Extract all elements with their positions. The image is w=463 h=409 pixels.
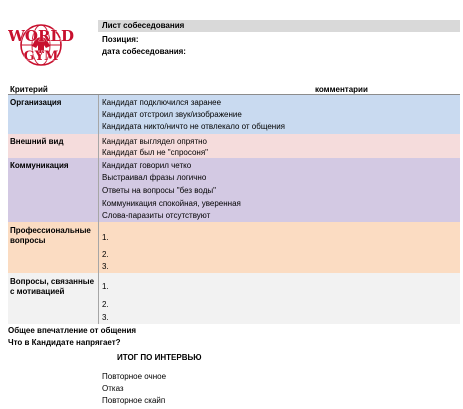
column-divider xyxy=(98,95,99,324)
question-number: 2. xyxy=(102,250,109,259)
category-professional: Профессиональные вопросы xyxy=(10,226,91,245)
criterion-item: Кандидат говорил четко xyxy=(102,161,192,170)
logo-word-world: WORLD xyxy=(8,27,74,45)
criterion-item: Выстраивал фразы логично xyxy=(102,173,207,182)
world-gym-logo xyxy=(8,18,74,72)
criterion-item: Коммуникация спокойная, уверенная xyxy=(102,199,241,208)
question-number: 3. xyxy=(102,262,109,271)
section-appearance xyxy=(8,134,460,158)
question-number: 2. xyxy=(102,300,109,309)
criterion-item: Кандидат был не "спросоня" xyxy=(102,148,209,157)
tension-question-label: Что в Кандидате напрягает? xyxy=(8,338,121,347)
section-communication xyxy=(8,158,460,222)
result-option-reject: Отказ xyxy=(102,384,124,393)
comments-column-header: комментарии xyxy=(315,85,368,94)
category-appearance: Внешний вид xyxy=(10,137,64,146)
position-label: Позиция: xyxy=(102,35,139,44)
interview-result-title: ИТОГ ПО ИНТЕРВЬЮ xyxy=(117,353,202,362)
question-number: 1. xyxy=(102,233,109,242)
criterion-item: Кандидата никто/ничто не отвлекало от общения xyxy=(102,122,285,131)
criterion-item: Слова-паразиты отсутствуют xyxy=(102,211,211,220)
date-label: дата собеседования: xyxy=(102,47,186,56)
result-option-repeat-skype: Повторное скайп xyxy=(102,396,166,405)
overall-impression-label: Общее впечатление от общения xyxy=(8,326,137,335)
page-title: Лист собеседования xyxy=(102,21,185,30)
criterion-column-header: Критерий xyxy=(10,85,48,94)
category-motivation: Вопросы, связанные с мотивацией xyxy=(10,277,95,296)
category-communication: Коммуникация xyxy=(10,161,69,170)
criterion-item: Кандидат выглядел опрятно xyxy=(102,137,207,146)
category-organization: Организация xyxy=(10,98,62,107)
result-option-repeat-inperson: Повторное очное xyxy=(102,372,167,381)
logo-word-gym: GYM xyxy=(23,49,59,64)
criterion-item: Ответы на вопросы "без воды" xyxy=(102,186,216,195)
question-number: 3. xyxy=(102,313,109,322)
criterion-item: Кандидат отстроил звук/изображение xyxy=(102,110,242,119)
question-number: 1. xyxy=(102,282,109,291)
criterion-item: Кандидат подключился заранее xyxy=(102,98,222,107)
